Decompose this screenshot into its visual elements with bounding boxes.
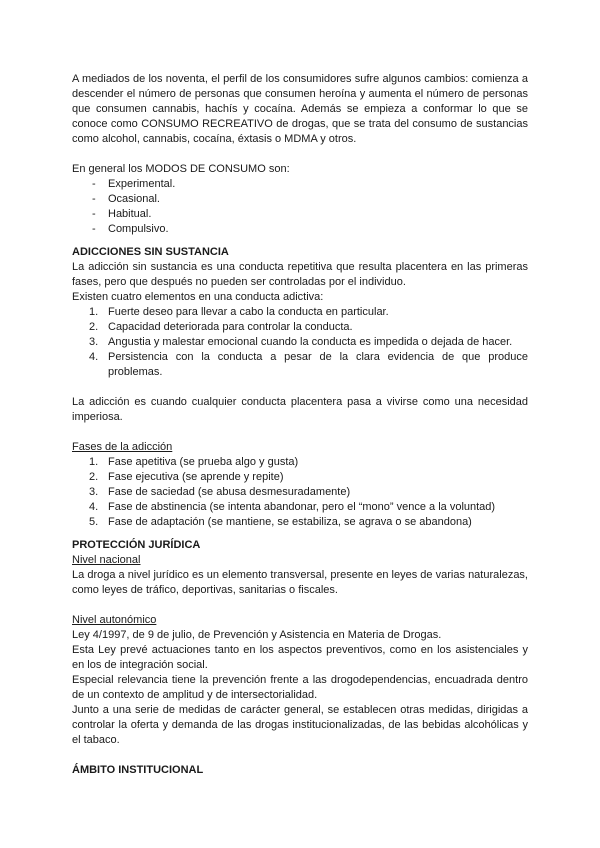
nivel-nacional-paragraph: La droga a nivel jurídico es un elemento transversal, presente en leyes de varias naturalezas, como leyes de tráfico, deportivas, sanitarias o fiscales. [72, 569, 528, 596]
list-item: - Experimental. [72, 177, 528, 192]
autonomico-paragraph-1: Ley 4/1997, de 9 de julio, de Prevención y Asistencia en Materia de Drogas. [72, 629, 442, 641]
list-item: 4. Persistencia con la conducta a pesar de la clara evidencia de que produce problemas. [89, 351, 528, 378]
list-item: 3. Angustia y malestar emocional cuando la conducta es impedida o dejada de hacer. [89, 336, 513, 348]
list-item: 3. Fase de saciedad (se abusa desmesuradamente) [89, 486, 351, 498]
autonomico-paragraph-4: Junto a una serie de medidas de carácter general, se establecen otras medidas, dirigidas a controlar la oferta y demanda de las drogas institucionalizadas, de las bebidas alcohólicas y el tabaco. [72, 704, 528, 746]
fases-list [72, 455, 528, 530]
list-item: - Habitual. [72, 207, 528, 222]
section-heading-ambito: ÁMBITO INSTITUCIONAL [72, 764, 204, 776]
intro-paragraph: A mediados de los noventa, el perfil de los consumidores sufre algunos cambios: comienza a descender el número de personas que consumen heroína y aumenta el número de personas que consumen cannabis, hachís y cocaína. Además se empieza a conformar lo que se conoce como CONSUMO RECREATIVO de drogas, que se trata del consumo de sustancias como alcohol, cannabis, cocaína, éxtasis o MDMA y otros. [72, 73, 528, 145]
fases-heading: Fases de la adicción [72, 441, 173, 453]
section-heading-proteccion: PROTECCIÓN JURÍDICA [72, 539, 201, 551]
nivel-nacional-heading: Nivel nacional [72, 554, 141, 566]
nivel-autonomico-heading: Nivel autonómico [72, 614, 157, 626]
document-page [72, 72, 528, 778]
autonomico-paragraph-3: Especial relevancia tiene la prevención frente a las drogodependencias, encuadrada dentro de un contexto de amplitud y de intersectorialidad. [72, 674, 528, 701]
list-item: 2. Fase ejecutiva (se aprende y repite) [89, 471, 284, 483]
list-item: 1. Fuerte deseo para llevar a cabo la conducta en particular. [89, 306, 389, 318]
list-item: 1. Fase apetitiva (se prueba algo y gusta) [89, 456, 299, 468]
elementos-list [72, 305, 528, 380]
list-item: - Ocasional. [72, 192, 528, 207]
adicciones-paragraph-3: La adicción es cuando cualquier conducta placentera pasa a vivirse como una necesidad imperiosa. [72, 396, 528, 423]
modos-intro: En general los MODOS DE CONSUMO son: [72, 163, 290, 175]
section-heading-adicciones: ADICCIONES SIN SUSTANCIA [72, 246, 229, 258]
adicciones-paragraph-2: Existen cuatro elementos en una conducta adictiva: [72, 291, 324, 303]
adicciones-paragraph-1: La adicción sin sustancia es una conducta repetitiva que resulta placentera en las primeras fases, pero que después no pueden ser controladas por el individuo. [72, 261, 528, 288]
list-item: 5. Fase de adaptación (se mantiene, se estabiliza, se agrava o se abandona) [89, 516, 472, 528]
autonomico-paragraph-2: Esta Ley prevé actuaciones tanto en los aspectos preventivos, como en los asistenciales y en los de integración social. [72, 644, 528, 671]
list-item: 2. Capacidad deteriorada para controlar la conducta. [89, 321, 353, 333]
modos-list [72, 177, 528, 237]
list-item: - Compulsivo. [72, 222, 528, 237]
list-item: 4. Fase de abstinencia (se intenta abandonar, pero el “mono” vence a la voluntad) [89, 501, 496, 513]
